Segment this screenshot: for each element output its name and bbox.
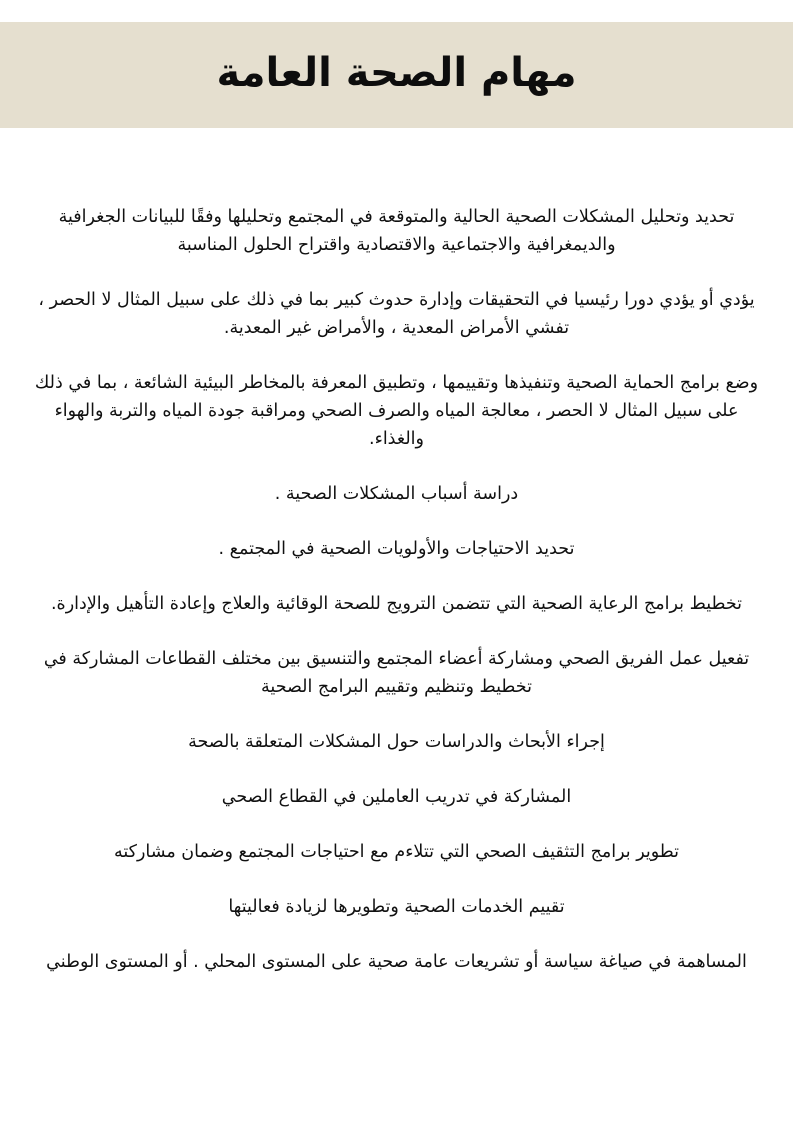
task-item: وضع برامج الحماية الصحية وتنفيذها وتقييمها ، وتطبيق المعرفة بالمخاطر البيئية الشائعة ، بما في ذلك على سبيل المثال لا الحصر ، معالجة المياه والصرف الصحي ومراقبة جودة المياه والتربة والهواء والغذاء. xyxy=(34,373,759,449)
task-list xyxy=(30,203,763,1003)
task-item: المشاركة في تدريب العاملين في القطاع الصحي xyxy=(221,787,572,807)
task-item: تطوير برامج التثقيف الصحي التي تتلاءم مع احتياجات المجتمع وضمان مشاركته xyxy=(113,842,680,862)
task-item: تفعيل عمل الفريق الصحي ومشاركة أعضاء المجتمع والتنسيق بين مختلف القطاعات المشاركة في تخطيط وتنظيم وتقييم البرامج الصحية xyxy=(43,649,750,697)
page-title: مهام الصحة العامة xyxy=(216,50,577,96)
task-item: تقييم الخدمات الصحية وتطويرها لزيادة فعاليتها xyxy=(228,897,565,917)
task-item: تحديد وتحليل المشكلات الصحية الحالية والمتوقعة في المجتمع وتحليلها وفقًا للبيانات الجغرافية والديمغرافية والاجتماعية والاقتصادية واقتراح الحلول المناسبة xyxy=(58,207,735,255)
task-item: إجراء الأبحاث والدراسات حول المشكلات المتعلقة بالصحة xyxy=(188,732,605,752)
task-item: تخطيط برامج الرعاية الصحية التي تتضمن الترويج للصحة الوقائية والعلاج وإعادة التأهيل والإدارة. xyxy=(50,594,743,614)
task-item: المساهمة في صياغة سياسة أو تشريعات عامة صحية على المستوى المحلي . أو المستوى الوطني xyxy=(46,952,747,972)
title-banner xyxy=(0,22,793,128)
task-item: دراسة أسباب المشكلات الصحية . xyxy=(274,484,519,504)
task-item: يؤدي أو يؤدي دورا رئيسيا في التحقيقات وإدارة حدوث كبير بما في ذلك على سبيل المثال لا الحصر ، تفشي الأمراض المعدية ، والأمراض غير المعدية. xyxy=(38,290,755,338)
task-item: تحديد الاحتياجات والأولويات الصحية في المجتمع . xyxy=(218,539,575,559)
